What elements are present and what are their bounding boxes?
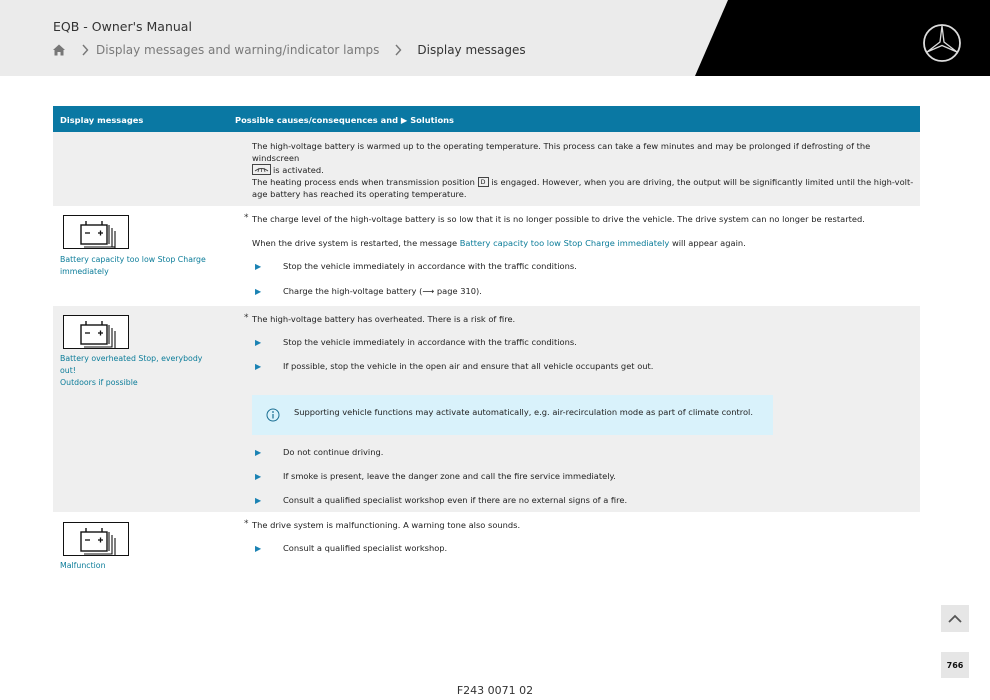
arrow-bullet-icon: ▶ bbox=[255, 338, 262, 347]
message-label-malfunction[interactable]: Malfunction bbox=[60, 561, 106, 570]
cause-text: The drive system is malfunctioning. A warning tone also sounds. bbox=[252, 520, 521, 530]
row-text: The high-voltage battery is warmed up to the operating temperature. This process can take a few minutes and may be prolonged if defrosting of the windscreen is activated. bbox=[252, 141, 871, 175]
solution-text: Consult a qualified specialist workshop. bbox=[283, 543, 448, 553]
asterisk-mark: * bbox=[244, 213, 249, 223]
arrow-bullet-icon: ▶ bbox=[255, 262, 262, 271]
scroll-to-top-button[interactable] bbox=[941, 605, 969, 632]
solution-text: Stop the vehicle immediately in accordance with the traffic conditions. bbox=[283, 337, 577, 347]
battery-warning-icon bbox=[63, 522, 129, 556]
message-link[interactable]: Battery capacity too low Stop Charge immediately bbox=[459, 238, 670, 248]
home-icon[interactable] bbox=[52, 43, 66, 57]
arrow-bullet-icon: ▶ bbox=[255, 287, 262, 296]
chevron-right-icon bbox=[74, 44, 96, 56]
table-row bbox=[53, 132, 920, 206]
message-label-battery-capacity-low[interactable]: Battery capacity too low Stop Charge immediately bbox=[60, 255, 206, 276]
message-label-battery-overheated[interactable]: Battery overheated Stop, everybody out! Outdoors if possible bbox=[60, 354, 203, 387]
table-header bbox=[53, 106, 920, 132]
table-row bbox=[53, 512, 920, 582]
arrow-bullet-icon: ▶ bbox=[255, 472, 262, 481]
solution-text: Consult a qualified specialist workshop even if there are no external signs of a fire. bbox=[283, 495, 628, 505]
chevron-up-icon bbox=[941, 605, 969, 632]
column-header-causes-solutions: Possible causes/consequences and ▶ Solutions bbox=[235, 115, 454, 125]
solution-text: If possible, stop the vehicle in the open air and ensure that all vehicle occupants get out. bbox=[283, 361, 654, 371]
breadcrumb bbox=[52, 42, 526, 58]
header-bar bbox=[0, 0, 990, 76]
solution-text-page-link[interactable]: Charge the high-voltage battery (⟶ page 310). bbox=[283, 286, 482, 296]
page-number: 766 bbox=[941, 652, 969, 678]
solution-text: Do not continue driving. bbox=[283, 447, 384, 457]
solution-text: If smoke is present, leave the danger zone and call the fire service immediately. bbox=[283, 471, 616, 481]
arrow-bullet-icon: ▶ bbox=[255, 544, 262, 553]
cause-text: The charge level of the high-voltage battery is so low that it is no longer possible to drive the vehicle. The drive system can no longer be restarted. bbox=[252, 214, 865, 224]
transmission-d-key: D bbox=[478, 177, 489, 187]
windscreen-defrost-icon bbox=[252, 164, 271, 175]
image-code: F243 0071 02 bbox=[456, 684, 534, 697]
chevron-right-icon bbox=[379, 44, 417, 56]
arrow-bullet-icon: ▶ bbox=[255, 448, 262, 457]
battery-warning-icon bbox=[63, 215, 129, 249]
battery-warning-icon bbox=[63, 315, 129, 349]
arrow-bullet-icon: ▶ bbox=[255, 362, 262, 371]
breadcrumb-item-display-messages: Display messages bbox=[417, 43, 526, 57]
column-header-display-messages: Display messages bbox=[60, 115, 144, 125]
info-box bbox=[252, 395, 773, 435]
note-text: When the drive system is restarted, the message Battery capacity too low Stop Charge immediately will appear again. bbox=[252, 238, 746, 248]
cause-text: The high-voltage battery has overheated. There is a risk of fire. bbox=[252, 314, 516, 324]
row-text: The heating process ends when transmission position D is engaged. However, when you are driving, the output will be significantly limited until the high-volt- age battery has reached its operating temperature. bbox=[252, 177, 914, 199]
arrow-bullet-icon: ▶ bbox=[255, 496, 262, 505]
table-row bbox=[53, 206, 920, 306]
table-row bbox=[53, 306, 920, 512]
info-icon bbox=[266, 408, 280, 422]
solution-text: Stop the vehicle immediately in accordance with the traffic conditions. bbox=[283, 261, 577, 271]
info-text: Supporting vehicle functions may activate automatically, e.g. air-recirculation mode as part of climate control. bbox=[294, 407, 753, 417]
asterisk-mark: * bbox=[244, 519, 249, 529]
breadcrumb-item-display-messages-lamps[interactable]: Display messages and warning/indicator lamps bbox=[96, 43, 380, 57]
manual-title: EQB - Owner's Manual bbox=[53, 19, 192, 34]
mercedes-star-logo[interactable] bbox=[921, 22, 963, 64]
asterisk-mark: * bbox=[244, 313, 249, 323]
display-messages-table bbox=[53, 106, 920, 582]
